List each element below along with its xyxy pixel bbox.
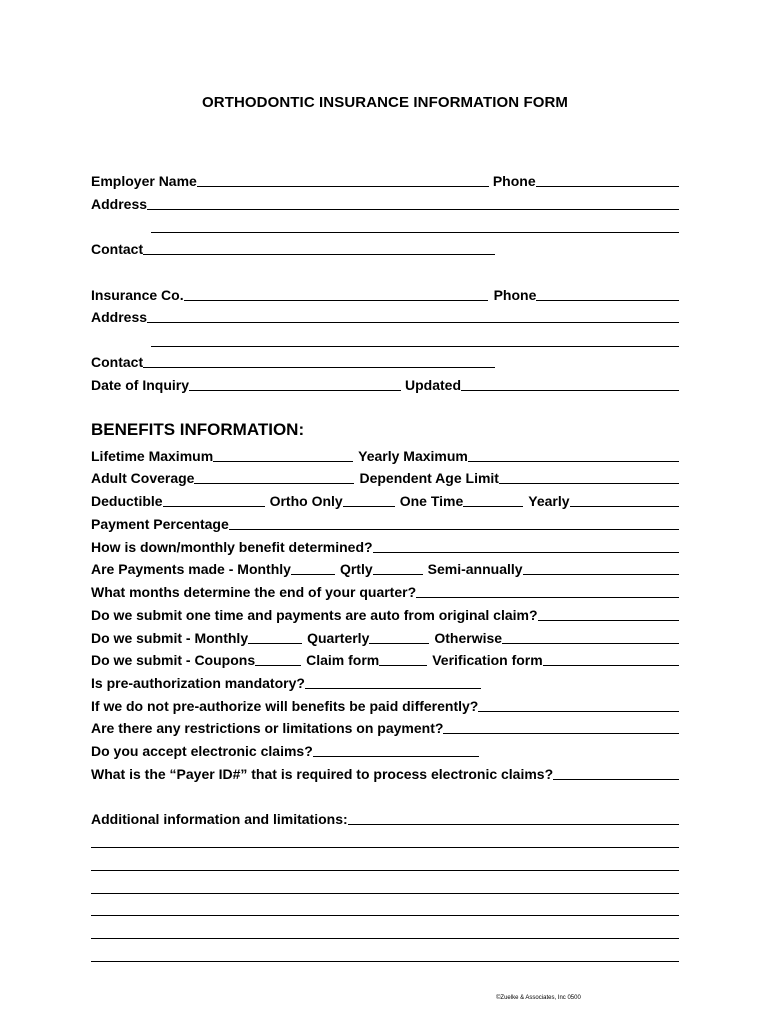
additional-line-2[interactable]: [91, 870, 679, 871]
lifetime-max-label: Lifetime Maximum: [91, 448, 214, 464]
updated-label: Updated: [405, 377, 462, 393]
yearly-label: Yearly: [528, 493, 570, 509]
insurance-contact-field[interactable]: [143, 353, 495, 368]
verification-form-field[interactable]: [543, 651, 679, 666]
no-preauth-label: If we do not pre-authorize will benefits be paid differently?: [91, 698, 479, 714]
submit-monthly-row: [91, 627, 679, 647]
otherwise-label: Otherwise: [434, 630, 503, 646]
employer-phone-label: Phone: [492, 173, 536, 189]
submit-coupons-label: Do we submit - Coupons: [91, 652, 256, 668]
claim-form-label: Claim form: [306, 652, 380, 668]
additional-label: Additional information and limitations:: [91, 811, 348, 827]
employer-contact-row: [91, 238, 679, 258]
one-time-label: One Time: [399, 493, 464, 509]
payer-id-row: [91, 763, 679, 783]
inquiry-date-field[interactable]: [189, 376, 401, 391]
months-quarter-label: What months determine the end of your quarter?: [91, 584, 417, 600]
additional-field[interactable]: [348, 810, 679, 825]
employer-name-row: [91, 170, 679, 190]
submit-one-time-label: Do we submit one time and payments are auto from original claim?: [91, 607, 538, 623]
form-title: ORTHODONTIC INSURANCE INFORMATION FORM: [202, 94, 568, 111]
employer-address-row: [91, 193, 679, 213]
copyright-notice: ©Zuelke & Associates, Inc 0500: [496, 995, 581, 1001]
maximum-row: [91, 445, 679, 465]
dependent-age-label: Dependent Age Limit: [359, 470, 499, 486]
lifetime-max-field[interactable]: [213, 447, 353, 462]
one-time-field[interactable]: [463, 492, 523, 507]
months-quarter-row: [91, 581, 679, 601]
insurance-contact-row: [91, 351, 679, 371]
insurance-address-row: [91, 306, 679, 326]
benefits-heading: BENEFITS INFORMATION:: [91, 420, 305, 439]
employer-address-line-2[interactable]: [151, 232, 679, 233]
additional-line-3[interactable]: [91, 893, 679, 894]
employer-name-label: Employer Name: [91, 173, 197, 189]
deductible-label: Deductible: [91, 493, 163, 509]
additional-line-6[interactable]: [91, 961, 679, 962]
deductible-field[interactable]: [163, 492, 265, 507]
payer-id-label: What is the “Payer ID#” that is required to process electronic claims?: [91, 766, 554, 782]
claim-form-field[interactable]: [379, 651, 427, 666]
quarterly-field[interactable]: [369, 629, 429, 644]
verification-form-label: Verification form: [432, 652, 543, 668]
employer-address-label: Address: [91, 196, 148, 212]
employer-phone-field[interactable]: [536, 172, 679, 187]
insurance-co-field[interactable]: [184, 286, 488, 301]
qrtly-label: Qrtly: [339, 561, 373, 577]
preauth-row: [91, 672, 679, 692]
insurance-phone-label: Phone: [493, 287, 537, 303]
submit-coupons-field[interactable]: [255, 651, 301, 666]
dependent-age-field[interactable]: [499, 469, 679, 484]
employer-contact-field[interactable]: [143, 240, 495, 255]
payment-pct-label: Payment Percentage: [91, 516, 229, 532]
down-monthly-label: How is down/monthly benefit determined?: [91, 539, 373, 555]
ortho-only-field[interactable]: [343, 492, 395, 507]
payer-id-field[interactable]: [553, 765, 679, 780]
employer-name-field[interactable]: [197, 172, 489, 187]
payments-monthly-label: Are Payments made - Monthly: [91, 561, 291, 577]
restrictions-row: [91, 717, 679, 737]
additional-line-4[interactable]: [91, 915, 679, 916]
payments-monthly-field[interactable]: [291, 560, 335, 575]
insurance-contact-label: Contact: [91, 354, 144, 370]
submit-monthly-label: Do we submit - Monthly: [91, 630, 249, 646]
ortho-only-label: Ortho Only: [269, 493, 343, 509]
submit-one-time-row: [91, 604, 679, 624]
insurance-address-line-2[interactable]: [151, 346, 679, 347]
preauth-field[interactable]: [305, 674, 481, 689]
inquiry-row: [91, 374, 679, 394]
yearly-max-label: Yearly Maximum: [358, 448, 468, 464]
no-preauth-row: [91, 695, 679, 715]
restrictions-field[interactable]: [443, 719, 679, 734]
insurance-co-row: [91, 284, 679, 304]
payments-made-row: [91, 558, 679, 578]
down-monthly-field[interactable]: [373, 538, 679, 553]
months-quarter-field[interactable]: [416, 583, 679, 598]
adult-coverage-label: Adult Coverage: [91, 470, 195, 486]
semi-annually-field[interactable]: [523, 560, 679, 575]
additional-line-1[interactable]: [91, 847, 679, 848]
inquiry-date-label: Date of Inquiry: [91, 377, 190, 393]
employer-contact-label: Contact: [91, 241, 144, 257]
qrtly-field[interactable]: [373, 560, 423, 575]
electronic-field[interactable]: [313, 742, 479, 757]
payment-pct-row: [91, 513, 679, 533]
yearly-field[interactable]: [570, 492, 679, 507]
yearly-max-field[interactable]: [468, 447, 679, 462]
semi-annually-label: Semi-annually: [427, 561, 523, 577]
restrictions-label: Are there any restrictions or limitations on payment?: [91, 720, 444, 736]
submit-coupons-row: [91, 649, 679, 669]
down-monthly-row: [91, 536, 679, 556]
insurance-address-field[interactable]: [147, 308, 679, 323]
additional-row: [91, 808, 679, 828]
quarterly-label: Quarterly: [307, 630, 370, 646]
coverage-row: [91, 467, 679, 487]
electronic-row: [91, 740, 679, 760]
employer-address-field[interactable]: [147, 195, 679, 210]
otherwise-field[interactable]: [502, 629, 679, 644]
updated-field[interactable]: [461, 376, 679, 391]
insurance-phone-field[interactable]: [536, 286, 679, 301]
adult-coverage-field[interactable]: [194, 469, 354, 484]
insurance-co-label: Insurance Co.: [91, 287, 184, 303]
deductible-row: [91, 490, 679, 510]
insurance-address-label: Address: [91, 309, 148, 325]
preauth-label: Is pre-authorization mandatory?: [91, 675, 305, 691]
submit-one-time-field[interactable]: [538, 606, 679, 621]
electronic-label: Do you accept electronic claims?: [91, 743, 313, 759]
payment-pct-field[interactable]: [229, 515, 679, 530]
no-preauth-field[interactable]: [478, 697, 679, 712]
additional-line-5[interactable]: [91, 938, 679, 939]
submit-monthly-field[interactable]: [248, 629, 302, 644]
